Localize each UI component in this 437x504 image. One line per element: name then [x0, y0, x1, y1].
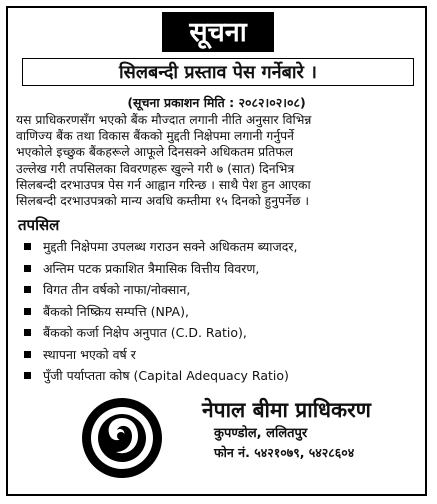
body-line: सिलबन्दी दरभाउपत्रको मान्य अवधि कम्तीमा १५ दिनको हुनुपर्नेछ । — [16, 194, 310, 209]
bullet-icon — [24, 372, 31, 379]
bullet-icon — [24, 265, 31, 272]
bullet-icon — [24, 243, 31, 250]
list-item — [22, 258, 422, 280]
list-item — [22, 301, 422, 323]
bullet-icon — [24, 286, 31, 293]
bullet-icon — [24, 308, 31, 315]
list-item — [22, 236, 422, 258]
list-item-text: स्थापना भएको वर्ष र — [43, 346, 136, 362]
bullet-icon — [24, 329, 31, 336]
list-item-text: अन्तिम पटक प्रकाशित त्रैमासिक वित्तीय विवरण, — [43, 260, 260, 276]
schedule-heading: तपसिल — [18, 216, 60, 234]
organization-address: कुपण्डोल, ललितपुर — [214, 426, 308, 441]
list-item — [22, 279, 422, 301]
list-item-text: विगत तीन वर्षको नाफा/नोक्सान, — [43, 282, 191, 298]
insurance-authority-logo-icon — [80, 396, 164, 480]
organization-block — [202, 396, 426, 462]
list-item-text: बैंकको कर्जा निक्षेप अनुपात (C.D. Ratio), — [43, 325, 247, 341]
bullet-icon — [24, 351, 31, 358]
body-line: भएकोले इच्छुक बैंकहरूले आफूले दिनसक्ने अधिकतम प्रतिफल — [16, 145, 294, 160]
list-item-text: बैंकको निष्क्रिय सम्पत्ति (NPA), — [43, 303, 189, 319]
publication-date: (सूचना प्रकाशन मिति : २०८२।०२।०८) — [127, 95, 306, 110]
schedule-list — [22, 236, 422, 387]
list-item — [22, 322, 422, 344]
list-item — [22, 365, 422, 387]
list-item-text: पुँजी पर्याप्तता कोष (Capital Adequacy Ratio) — [43, 368, 289, 384]
body-line: यस प्राधिकरणसँग भएको बैंक मौज्दात लगानी नीति अनुसार विभिन्न — [16, 113, 312, 127]
organization-name: नेपाल बीमा प्राधिकरण — [202, 398, 371, 422]
notice-body — [16, 112, 420, 209]
notice-subject: सिलबन्दी प्रस्ताव पेस गर्नेबारे । — [22, 58, 414, 86]
list-item — [22, 344, 422, 366]
organization-phone: फोन नं. ५४२१०७९, ५४२८६०४ — [214, 445, 355, 460]
body-line: वाणिज्य बैंक तथा विकास बैंकको मुद्दती निक्षेपमा लगानी गर्नुपर्ने — [16, 129, 294, 144]
list-item-text: मुद्दती निक्षेपमा उपलब्ध गराउन सक्ने अधिकतम ब्याजदर, — [43, 239, 298, 255]
body-line: सिलबन्दी दरभाउपत्र पेस गर्न आह्वान गरिन्छ । साथै पेश हुन आएका — [16, 177, 311, 192]
notice-frame — [6, 6, 427, 496]
body-line: उल्लेख गरी तपसिलका विवरणहरू खुल्ने गरी ७ (सात) दिनभित्र — [16, 161, 295, 176]
notice-title: सूचना — [162, 12, 274, 52]
